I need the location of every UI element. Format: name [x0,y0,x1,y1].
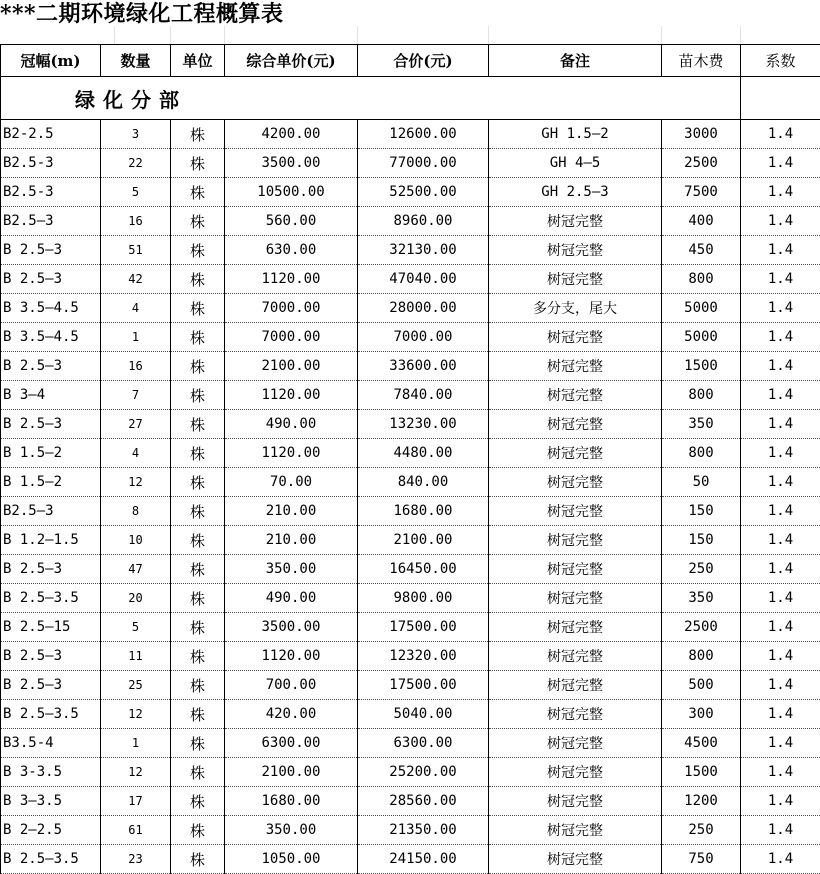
table-row [1,439,820,468]
total-cell[interactable]: 47040.00 [358,265,489,294]
crown-cell[interactable]: B3.5-4 [1,729,101,758]
seedling-fee-cell[interactable]: 1500 [662,352,741,381]
note-cell[interactable]: 树冠完整 [489,555,662,584]
total-cell[interactable]: 5040.00 [358,700,489,729]
crown-cell[interactable]: B 2.5—3 [1,410,101,439]
total-cell[interactable]: 28000.00 [358,294,489,323]
unit-price-cell[interactable]: 630.00 [225,236,358,265]
qty-cell[interactable]: 8 [101,497,171,526]
unit-price-cell[interactable]: 2100.00 [225,352,358,381]
crown-cell[interactable]: B2.5-3 [1,178,101,207]
coef-cell[interactable]: 1.4 [741,816,820,845]
seedling-fee-cell[interactable]: 800 [662,439,741,468]
qty-cell[interactable]: 4 [101,294,171,323]
crown-cell[interactable]: B 1.5—2 [1,468,101,497]
total-cell[interactable]: 6300.00 [358,729,489,758]
qty-cell[interactable]: 23 [101,845,171,874]
total-cell[interactable]: 52500.00 [358,178,489,207]
header-seedling-fee[interactable]: 苗木费 [662,45,741,77]
note-cell[interactable]: 树冠完整 [489,584,662,613]
crown-cell[interactable]: B 2.5—3.5 [1,845,101,874]
seedling-fee-cell[interactable]: 300 [662,700,741,729]
unit-price-cell[interactable]: 3500.00 [225,149,358,178]
note-cell[interactable]: 树冠完整 [489,497,662,526]
note-cell[interactable]: 树冠完整 [489,700,662,729]
sheet-title: ***二期环境绿化工程概算表 [0,0,284,28]
crown-cell[interactable]: B 1.2—1.5 [1,526,101,555]
crown-cell[interactable]: B 3.5—4.5 [1,323,101,352]
qty-cell[interactable]: 12 [101,700,171,729]
unit-cell[interactable]: 株 [171,120,225,149]
qty-cell[interactable]: 3 [101,120,171,149]
seedling-fee-cell[interactable]: 250 [662,555,741,584]
note-cell[interactable]: 树冠完整 [489,410,662,439]
unit-price-cell[interactable]: 2100.00 [225,758,358,787]
coef-cell[interactable]: 1.4 [741,381,820,410]
note-cell[interactable]: GH 4—5 [489,149,662,178]
crown-cell[interactable]: B 3.5—4.5 [1,294,101,323]
header-row [1,45,820,77]
seedling-fee-cell[interactable]: 350 [662,410,741,439]
table-row [1,700,820,729]
unit-cell[interactable]: 株 [171,642,225,671]
table-row [1,816,820,845]
table-row [1,555,820,584]
coef-cell[interactable]: 1.4 [741,845,820,874]
coef-cell[interactable]: 1.4 [741,584,820,613]
unit-price-cell[interactable]: 700.00 [225,671,358,700]
unit-cell[interactable]: 株 [171,787,225,816]
coef-cell[interactable]: 1.4 [741,120,820,149]
coef-cell[interactable]: 1.4 [741,410,820,439]
table-row [1,120,820,149]
table-row [1,236,820,265]
unit-cell[interactable]: 株 [171,700,225,729]
note-cell[interactable]: 树冠完整 [489,729,662,758]
total-cell[interactable]: 9800.00 [358,584,489,613]
unit-cell[interactable]: 株 [171,265,225,294]
crown-cell[interactable]: B 2.5—3 [1,265,101,294]
header-crown[interactable]: 冠幅(m) [1,45,101,77]
table-row [1,410,820,439]
unit-price-cell[interactable]: 7000.00 [225,323,358,352]
unit-price-cell[interactable]: 350.00 [225,555,358,584]
unit-cell[interactable]: 株 [171,149,225,178]
note-cell[interactable]: 树冠完整 [489,613,662,642]
seedling-fee-cell[interactable]: 5000 [662,323,741,352]
unit-price-cell[interactable]: 210.00 [225,497,358,526]
total-cell[interactable]: 12320.00 [358,642,489,671]
section-label[interactable]: 绿化分部 [1,77,662,120]
total-cell[interactable]: 33600.00 [358,352,489,381]
table-row [1,642,820,671]
qty-cell[interactable]: 16 [101,352,171,381]
qty-cell[interactable]: 17 [101,787,171,816]
total-cell[interactable]: 25200.00 [358,758,489,787]
unit-price-cell[interactable]: 490.00 [225,584,358,613]
table-row [1,613,820,642]
total-cell[interactable]: 28560.00 [358,787,489,816]
crown-cell[interactable]: B2.5—3 [1,497,101,526]
unit-price-cell[interactable]: 3500.00 [225,613,358,642]
seedling-fee-cell[interactable]: 3000 [662,120,741,149]
coef-cell[interactable]: 1.4 [741,671,820,700]
seedling-fee-cell[interactable]: 800 [662,381,741,410]
note-cell[interactable]: 树冠完整 [489,265,662,294]
table-row [1,323,820,352]
seedling-fee-cell[interactable]: 2500 [662,613,741,642]
table-row [1,526,820,555]
qty-cell[interactable]: 25 [101,671,171,700]
qty-cell[interactable]: 27 [101,410,171,439]
unit-price-cell[interactable]: 560.00 [225,207,358,236]
qty-cell[interactable]: 22 [101,149,171,178]
unit-price-cell[interactable]: 4200.00 [225,120,358,149]
seedling-fee-cell[interactable]: 4500 [662,729,741,758]
seedling-fee-cell[interactable]: 800 [662,642,741,671]
section-row [1,77,820,120]
table-row [1,178,820,207]
unit-cell[interactable]: 株 [171,526,225,555]
seedling-fee-cell[interactable]: 250 [662,816,741,845]
qty-cell[interactable]: 20 [101,584,171,613]
qty-cell[interactable]: 4 [101,439,171,468]
section-fee-cell[interactable] [662,77,741,120]
header-qty[interactable]: 数量 [101,45,171,77]
unit-price-cell[interactable]: 210.00 [225,526,358,555]
total-cell[interactable]: 1680.00 [358,497,489,526]
table-row [1,787,820,816]
qty-cell[interactable]: 61 [101,816,171,845]
table-row [1,265,820,294]
seedling-fee-cell[interactable]: 150 [662,526,741,555]
note-cell[interactable]: 多分支，尾大 [489,294,662,323]
qty-cell[interactable]: 1 [101,323,171,352]
note-cell[interactable]: 树冠完整 [489,352,662,381]
note-cell[interactable]: 树冠完整 [489,526,662,555]
total-cell[interactable]: 77000.00 [358,149,489,178]
crown-cell[interactable]: B 3—3.5 [1,787,101,816]
unit-cell[interactable]: 株 [171,468,225,497]
note-cell[interactable]: GH 2.5—3 [489,178,662,207]
table-row [1,758,820,787]
coef-cell[interactable]: 1.4 [741,149,820,178]
crown-cell[interactable]: B 2.5—3.5 [1,700,101,729]
table-row [1,381,820,410]
crown-cell[interactable]: B 3—4 [1,381,101,410]
qty-cell[interactable]: 12 [101,758,171,787]
unit-price-cell[interactable]: 1680.00 [225,787,358,816]
unit-cell[interactable]: 株 [171,323,225,352]
seedling-fee-cell[interactable]: 7500 [662,178,741,207]
crown-cell[interactable]: B 3-3.5 [1,758,101,787]
coef-cell[interactable]: 1.4 [741,323,820,352]
qty-cell[interactable]: 5 [101,178,171,207]
unit-cell[interactable]: 株 [171,671,225,700]
total-cell[interactable]: 840.00 [358,468,489,497]
table-row [1,149,820,178]
unit-price-cell[interactable]: 350.00 [225,816,358,845]
unit-cell[interactable]: 株 [171,178,225,207]
crown-cell[interactable]: B 2.5—3 [1,555,101,584]
header-unit[interactable]: 单位 [171,45,225,77]
header-unit-price[interactable]: 综合单价(元) [225,45,358,77]
note-cell[interactable]: 树冠完整 [489,323,662,352]
seedling-fee-cell[interactable]: 450 [662,236,741,265]
qty-cell[interactable]: 11 [101,642,171,671]
table-row [1,294,820,323]
table-row [1,497,820,526]
note-cell[interactable]: 树冠完整 [489,671,662,700]
unit-price-cell[interactable]: 1120.00 [225,381,358,410]
note-cell[interactable]: 树冠完整 [489,468,662,497]
seedling-fee-cell[interactable]: 2500 [662,149,741,178]
coef-cell[interactable]: 1.4 [741,642,820,671]
unit-cell[interactable]: 株 [171,816,225,845]
table-row [1,207,820,236]
qty-cell[interactable]: 1 [101,729,171,758]
total-cell[interactable]: 24150.00 [358,845,489,874]
unit-cell[interactable]: 株 [171,729,225,758]
seedling-fee-cell[interactable]: 50 [662,468,741,497]
crown-cell[interactable]: B2.5-3 [1,149,101,178]
seedling-fee-cell[interactable]: 500 [662,671,741,700]
coef-cell[interactable]: 1.4 [741,787,820,816]
section-coef-cell[interactable] [741,77,820,120]
table-row [1,584,820,613]
unit-price-cell[interactable]: 10500.00 [225,178,358,207]
note-cell[interactable]: 树冠完整 [489,207,662,236]
total-cell[interactable]: 16450.00 [358,555,489,584]
table-row [1,729,820,758]
unit-cell[interactable]: 株 [171,584,225,613]
seedling-fee-cell[interactable]: 800 [662,265,741,294]
qty-cell[interactable]: 5 [101,613,171,642]
crown-cell[interactable]: B 2.5—3 [1,352,101,381]
total-cell[interactable]: 2100.00 [358,526,489,555]
unit-price-cell[interactable]: 70.00 [225,468,358,497]
crown-cell[interactable]: B2.5—3 [1,207,101,236]
seedling-fee-cell[interactable]: 750 [662,845,741,874]
table-row [1,671,820,700]
crown-cell[interactable]: B 2.5—3 [1,236,101,265]
note-cell[interactable]: 树冠完整 [489,816,662,845]
qty-cell[interactable]: 51 [101,236,171,265]
unit-price-cell[interactable]: 1120.00 [225,642,358,671]
header-note[interactable]: 备注 [489,45,662,77]
coef-cell[interactable]: 1.4 [741,468,820,497]
unit-cell[interactable]: 株 [171,845,225,874]
unit-cell[interactable]: 株 [171,613,225,642]
title-gridlines [0,26,820,44]
note-cell[interactable]: 树冠完整 [489,381,662,410]
coef-cell[interactable]: 1.4 [741,555,820,584]
unit-cell[interactable]: 株 [171,555,225,584]
unit-cell[interactable]: 株 [171,410,225,439]
unit-cell[interactable]: 株 [171,236,225,265]
total-cell[interactable]: 7840.00 [358,381,489,410]
table-row [1,352,820,381]
crown-cell[interactable]: B 2.5—3 [1,671,101,700]
coef-cell[interactable]: 1.4 [741,294,820,323]
total-cell[interactable]: 32130.00 [358,236,489,265]
note-cell[interactable]: GH 1.5—2 [489,120,662,149]
note-cell[interactable]: 树冠完整 [489,758,662,787]
total-cell[interactable]: 17500.00 [358,671,489,700]
seedling-fee-cell[interactable]: 400 [662,207,741,236]
crown-cell[interactable]: B 1.5—2 [1,439,101,468]
seedling-fee-cell[interactable]: 150 [662,497,741,526]
crown-cell[interactable]: B 2.5—3.5 [1,584,101,613]
total-cell[interactable]: 13230.00 [358,410,489,439]
unit-cell[interactable]: 株 [171,758,225,787]
table-row [1,468,820,497]
unit-cell[interactable]: 株 [171,294,225,323]
coef-cell[interactable]: 1.4 [741,265,820,294]
estimate-table [0,44,820,874]
unit-price-cell[interactable]: 6300.00 [225,729,358,758]
unit-price-cell[interactable]: 420.00 [225,700,358,729]
coef-cell[interactable]: 1.4 [741,439,820,468]
note-cell[interactable]: 树冠完整 [489,787,662,816]
note-cell[interactable]: 树冠完整 [489,236,662,265]
coef-cell[interactable]: 1.4 [741,613,820,642]
qty-cell[interactable]: 10 [101,526,171,555]
table-row [1,845,820,874]
note-cell[interactable]: 树冠完整 [489,845,662,874]
coef-cell[interactable]: 1.4 [741,497,820,526]
total-cell[interactable]: 12600.00 [358,120,489,149]
crown-cell[interactable]: B2-2.5 [1,120,101,149]
total-cell[interactable]: 4480.00 [358,439,489,468]
coef-cell[interactable]: 1.4 [741,352,820,381]
unit-cell[interactable]: 株 [171,439,225,468]
unit-cell[interactable]: 株 [171,207,225,236]
qty-cell[interactable]: 47 [101,555,171,584]
qty-cell[interactable]: 12 [101,468,171,497]
coef-cell[interactable]: 1.4 [741,207,820,236]
total-cell[interactable]: 17500.00 [358,613,489,642]
coef-cell[interactable]: 1.4 [741,700,820,729]
coef-cell[interactable]: 1.4 [741,236,820,265]
unit-price-cell[interactable]: 1120.00 [225,265,358,294]
coef-cell[interactable]: 1.4 [741,729,820,758]
coef-cell[interactable]: 1.4 [741,758,820,787]
seedling-fee-cell[interactable]: 1500 [662,758,741,787]
total-cell[interactable]: 21350.00 [358,816,489,845]
note-cell[interactable]: 树冠完整 [489,642,662,671]
total-cell[interactable]: 7000.00 [358,323,489,352]
crown-cell[interactable]: B 2.5—3 [1,642,101,671]
qty-cell[interactable]: 7 [101,381,171,410]
unit-cell[interactable]: 株 [171,381,225,410]
header-coef[interactable]: 系数 [741,45,820,77]
seedling-fee-cell[interactable]: 5000 [662,294,741,323]
coef-cell[interactable]: 1.4 [741,526,820,555]
unit-cell[interactable]: 株 [171,352,225,381]
header-total[interactable]: 合价(元) [358,45,489,77]
qty-cell[interactable]: 42 [101,265,171,294]
unit-price-cell[interactable]: 490.00 [225,410,358,439]
seedling-fee-cell[interactable]: 350 [662,584,741,613]
qty-cell[interactable]: 16 [101,207,171,236]
unit-price-cell[interactable]: 1050.00 [225,845,358,874]
total-cell[interactable]: 8960.00 [358,207,489,236]
unit-cell[interactable]: 株 [171,497,225,526]
coef-cell[interactable]: 1.4 [741,178,820,207]
unit-price-cell[interactable]: 7000.00 [225,294,358,323]
seedling-fee-cell[interactable]: 1200 [662,787,741,816]
note-cell[interactable]: 树冠完整 [489,439,662,468]
crown-cell[interactable]: B 2—2.5 [1,816,101,845]
unit-price-cell[interactable]: 1120.00 [225,439,358,468]
crown-cell[interactable]: B 2.5—15 [1,613,101,642]
